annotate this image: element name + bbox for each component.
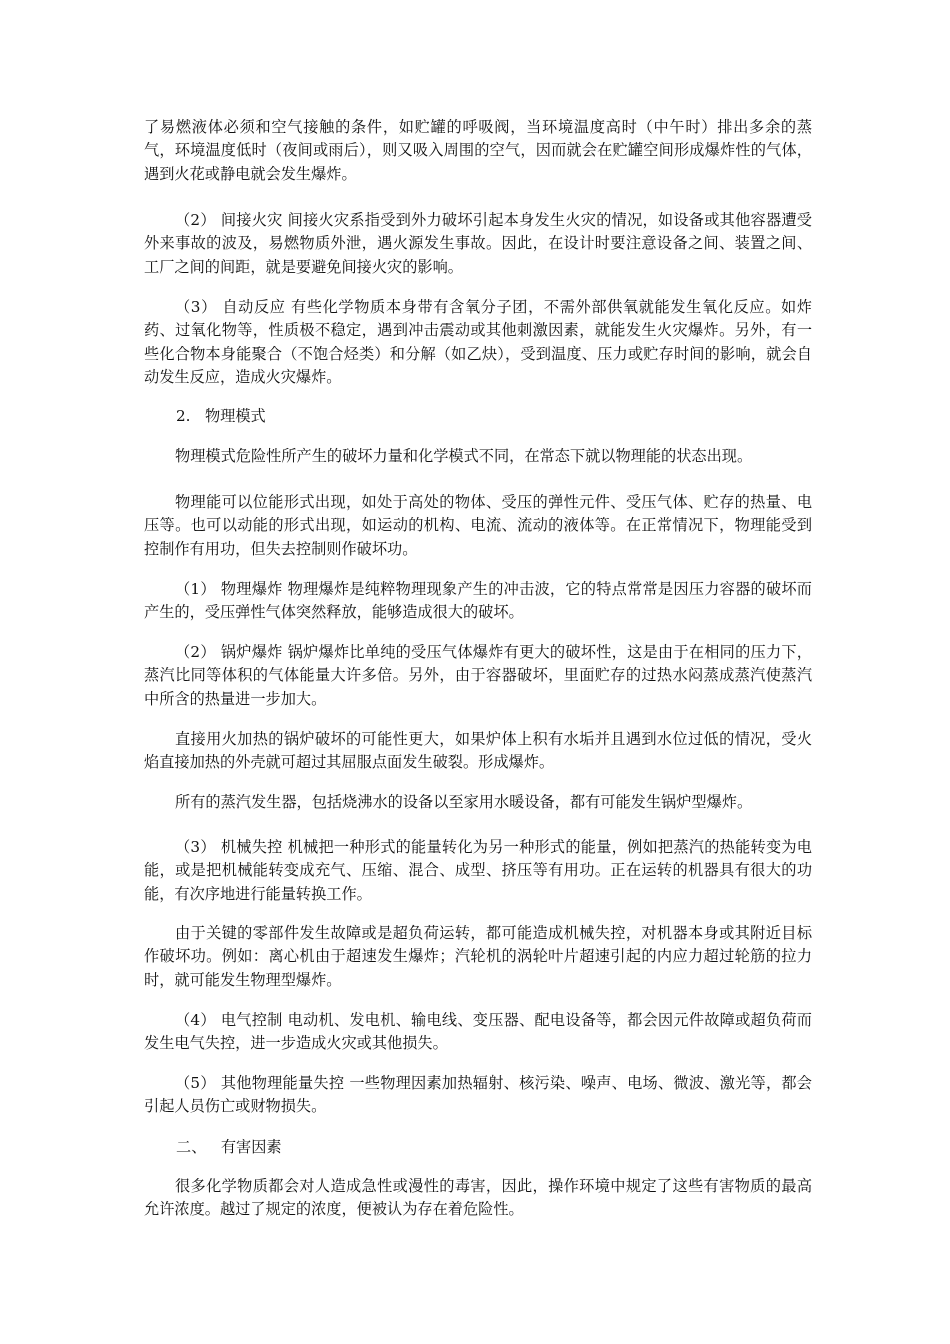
paragraph-auto-reaction: （3） 自动反应 有些化学物质本身带有含氧分子团，不需外部供氧就能发生氧化反应。如炸药、过氧化物等，性质极不稳定，遇到冲击震动或其他刺激因素，就能发生火灾爆炸。另外，有一些化合物本身能聚合（不饱合烃类）和分解（如乙炔），受到温度、压力或贮存时间的影响，就会自动发生反应，造成火灾爆炸。: [144, 298, 812, 387]
section-heading-harmful-factors: 二、 有害因素: [176, 1138, 282, 1156]
paragraph-physical-mode-intro: 物理模式危险性所产生的破坏力量和化学模式不同，在常态下就以物理能的状态出现。: [175, 447, 753, 465]
paragraph-component-failure: 由于关键的零部件发生故障或是超负荷运转，都可能造成机械失控，对机器本身或其附近目标作破坏功。例如：离心机由于超速发生爆炸；汽轮机的涡轮叶片超速引起的内应力超过轮筋的拉力时，就可能发生物理型爆炸。: [144, 924, 812, 989]
paragraph-indirect-fire: （2） 间接火灾 间接火灾系指受到外力破坏引起本身发生火灾的情况，如设备或其他容器遭受外来事故的波及，易燃物质外泄，遇火源发生事故。因此，在设计时要注意设备之间、装置之间、工厂之间的间距，就是要避免间接火灾的影响。: [144, 211, 812, 276]
paragraph-boiler-explosion: （2） 锅炉爆炸 锅炉爆炸比单纯的受压气体爆炸有更大的破坏性，这是由于在相同的压力下，蒸汽比同等体积的气体能量大许多倍。另外，由于容器破坏，里面贮存的过热水闷蒸成蒸汽使蒸汽中所含的热量进一步加大。: [144, 643, 812, 708]
paragraph-flammable-vapor: 了易燃液体必须和空气接触的条件，如贮罐的呼吸阀，当环境温度高时（中午时）排出多余的蒸气，环境温度低时（夜间或雨后），则又吸入周围的空气，因而就会在贮罐空间形成爆炸性的气体，遇到火花或静电就会发生爆炸。: [144, 118, 812, 183]
paragraph-mechanical-runaway: （3） 机械失控 机械把一种形式的能量转化为另一种形式的能量，例如把蒸汽的热能转变为电能，或是把机械能转变成充气、压缩、混合、成型、挤压等有用功。正在运转的机器具有很大的功能，有次序地进行能量转换工作。: [144, 838, 812, 903]
paragraph-other-physical-energy: （5） 其他物理能量失控 一些物理因素加热辐射、核污染、噪声、电场、微波、激光等，都会引起人员伤亡或财物损失。: [144, 1074, 812, 1116]
paragraph-toxic-substances: 很多化学物质都会对人造成急性或漫性的毒害，因此，操作环境中规定了这些有害物质的最高允许浓度。越过了规定的浓度，便被认为存在着危险性。: [144, 1177, 812, 1219]
paragraph-physical-explosion: （1） 物理爆炸 物理爆炸是纯粹物理现象产生的冲击波，它的特点常常是因压力容器的破坏而产生的，受压弹性气体突然释放，能够造成很大的破坏。: [144, 580, 812, 622]
paragraph-direct-fire-boiler: 直接用火加热的锅炉破坏的可能性更大，如果炉体上积有水垢并且遇到水位过低的情况，受火焰直接加热的外壳就可超过其屈服点面发生破裂。形成爆炸。: [144, 730, 812, 772]
section-heading-physical-mode: 2. 物理模式: [176, 407, 266, 425]
paragraph-physical-energy: 物理能可以位能形式出现，如处于高处的物体、受压的弹性元件、受压气体、贮存的热量、电压等。也可以动能的形式出现，如运动的机构、电流、流动的液体等。在正常情况下，物理能受到控制作有用功，但失去控制则作破坏功。: [144, 493, 812, 558]
paragraph-electrical-control: （4） 电气控制 电动机、发电机、输电线、变压器、配电设备等，都会因元件故障或超负荷而发生电气失控，进一步造成火灾或其他损失。: [144, 1011, 812, 1053]
paragraph-steam-generators: 所有的蒸汽发生器，包括烧沸水的设备以至家用水暖设备，都有可能发生锅炉型爆炸。: [175, 793, 753, 811]
